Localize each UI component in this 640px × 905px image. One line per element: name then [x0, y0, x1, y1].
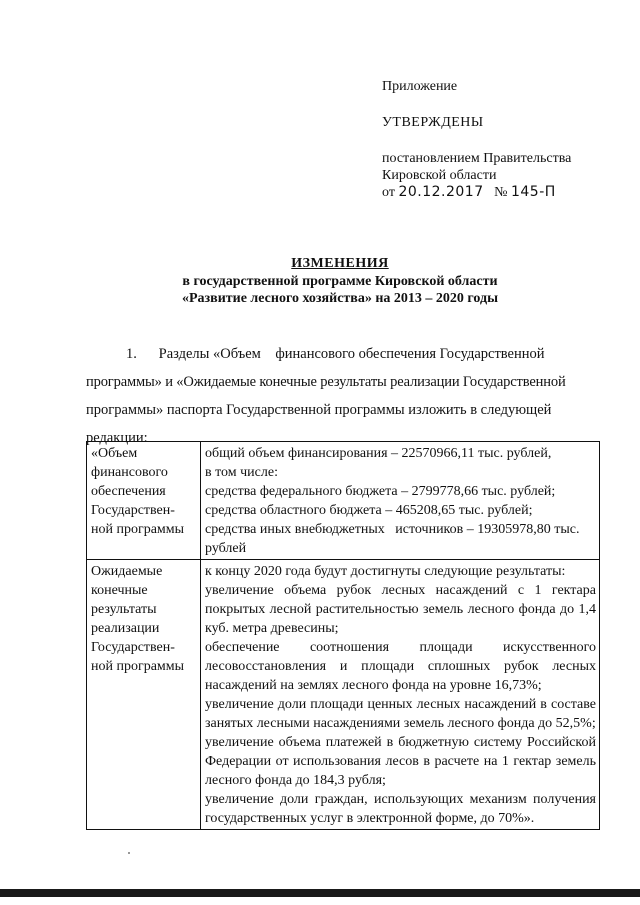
from-label: от [382, 185, 395, 200]
label-line: обеспечения [91, 484, 166, 499]
content-line: средства иных внебюджетных источников – 19305978,80 тыс. [205, 522, 580, 537]
label-line: ной программы [91, 522, 185, 537]
title-line-2: в государственной программе Кировской области [182, 273, 498, 289]
paragraph-line-4: редакции: [86, 430, 148, 446]
content-line: рублей [205, 541, 247, 556]
content-line: в том числе: [205, 465, 278, 480]
results-content-cell [201, 560, 600, 830]
paragraph-line-1: 1. Разделы «Объем финансового обеспечения Государственной [126, 346, 545, 362]
title-main: ИЗМЕНЕНИЯ [291, 256, 389, 271]
label-line: Государствен- [91, 503, 175, 518]
paragraph-line-3: программы» паспорта Государственной программы изложить в следующей [86, 402, 552, 418]
handwritten-date: 20.12.2017 [398, 184, 484, 200]
content-line: общий объем финансирования – 22570966,11 тыс. рублей, [205, 446, 552, 461]
financing-content-cell [201, 442, 600, 560]
label-line: результаты [91, 602, 157, 617]
table-row-results [87, 560, 600, 830]
table-row-financing [87, 442, 600, 560]
document-title [80, 255, 600, 308]
title-line-3: «Развитие лесного хозяйства» на 2013 – 2020 годы [181, 291, 499, 306]
result-item: увеличение доли граждан, использующих механизм получения государственных услуг в электронной форме, до 70%». [205, 792, 596, 826]
result-item: обеспечение соотношения площади искусственного лесовосстановления и площади сплошных рубок лесных насаждений на землях лесного фонда на уровне 16,73%; [205, 640, 596, 693]
intro-paragraph [86, 340, 598, 452]
result-item: к концу 2020 года будут достигнуты следующие результаты: [205, 564, 566, 579]
label-line: Государствен- [91, 640, 175, 655]
label-line: ной программы [91, 659, 185, 674]
label-line: Ожидаемые [91, 564, 163, 579]
label-line: конечные [91, 583, 148, 598]
scan-speck [128, 852, 130, 854]
result-item: увеличение объема платежей в бюджетную систему Российской Федерации от использования лесов в расчете на 1 гектар земель лесного фонда до 184,3 рубля; [205, 735, 596, 788]
appendix-label: Приложение [382, 79, 458, 94]
handwritten-number: 145-П [510, 184, 556, 200]
approved-label: УТВЕРЖДЕНЫ [382, 115, 484, 130]
decree-date-number [382, 184, 612, 201]
paragraph-line-2: программы» и «Ожидаемые конечные результаты реализации Государственной [86, 374, 566, 390]
result-item: увеличение объема рубок лесных насаждений с 1 гектара покрытых лесной растительностью земель лесного фонда до 1,4 куб. метра древесины; [205, 583, 596, 636]
content-line: средства областного бюджета – 465208,65 тыс. рублей; [205, 503, 533, 518]
results-label-cell [87, 560, 201, 830]
label-line: финансового [91, 465, 168, 480]
passport-table [86, 441, 600, 830]
approval-block [382, 78, 612, 201]
financing-label-cell [87, 442, 201, 560]
label-line: «Объем [91, 446, 138, 461]
decree-line-2: Кировской области [382, 168, 497, 183]
result-item: увеличение доли площади ценных лесных насаждений в составе занятых лесными насаждениями земель лесного фонда до 52,5%; [205, 697, 596, 731]
content-line: средства федерального бюджета – 2799778,66 тыс. рублей; [205, 484, 556, 499]
decree-line-1: постановлением Правительства [382, 151, 572, 166]
number-sign: № [494, 185, 508, 200]
label-line: реализации [91, 621, 160, 636]
scan-bottom-edge [0, 889, 640, 897]
